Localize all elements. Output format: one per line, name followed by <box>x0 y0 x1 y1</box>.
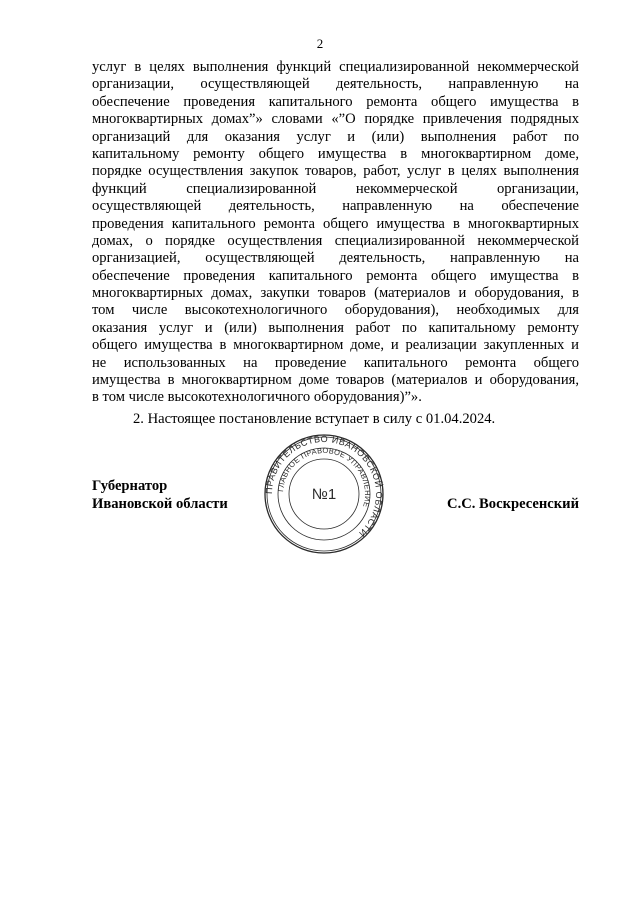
stamp-outer-text: ПРАВИТЕЛЬСТВО ИВАНОВСКОЙ ОБЛАСТИ <box>263 433 385 540</box>
paragraph-1-line: услуг в целях выполнения функций специализированной некоммерческой <box>92 59 579 75</box>
paragraph-1-line: обеспечение проведения капитального ремонта общего имущества в <box>92 267 579 284</box>
paragraph-1-line: домах, о порядке осуществления специализированной некоммерческой <box>92 232 579 249</box>
paragraph-1-line: организаций для оказания услуг и (или) выполнения работ по <box>92 128 579 145</box>
signatory-title-line2: Ивановской области <box>92 495 228 512</box>
paragraph-2: 2. Настоящее постановление вступает в силу с 01.04.2024. <box>133 411 496 427</box>
paragraph-1-line: проведения капитального ремонта общего имущества в многоквартирных <box>92 215 579 232</box>
stamp-center-number: №1 <box>311 486 337 503</box>
signatory-title <box>92 478 228 513</box>
paragraph-1-line: организации, осуществляющей деятельность, направленную на <box>92 76 579 93</box>
paragraph-1-line: порядке осуществления закупок товаров, работ, услуг в целях выполнения <box>92 163 579 180</box>
paragraph-1-line: том числе высокотехнологичного оборудования), необходимых для <box>92 302 579 319</box>
signatory-name: С.С. Воскресенский <box>447 496 579 512</box>
stamp-inner-text: ГЛАВНОЕ ПРАВОВОЕ УПРАВЛЕНИЕ <box>276 445 373 509</box>
paragraph-1-line: капитальному ремонту общего имущества в многоквартирном доме, <box>92 145 579 162</box>
paragraph-1-line: организацией, осуществляющей деятельность, направленную на <box>92 250 579 267</box>
paragraph-1-line: функций специализированной некоммерческой организации, <box>92 180 579 197</box>
page-number: 2 <box>316 36 324 51</box>
paragraph-1-line: оказания услуг и (или) выполнения работ по капитальному ремонту <box>92 319 579 336</box>
paragraph-1-line: многоквартирных домах”» словами «”О порядке привлечения подрядных <box>92 111 579 128</box>
signatory-title-line1: Губернатор <box>92 478 168 494</box>
official-seal-stamp <box>263 433 385 555</box>
paragraph-1-line: обеспечение проведения капитального ремонта общего имущества в <box>92 93 579 110</box>
paragraph-1-line: имущества в многоквартирном доме товаров (материалов и оборудования, <box>92 372 579 389</box>
paragraph-1-line: общего имущества в многоквартирном доме, и реализации закупленных и <box>92 337 579 354</box>
paragraph-1 <box>92 59 579 407</box>
paragraph-1-line: в том числе высокотехнологичного оборудования)”». <box>92 389 422 406</box>
paragraph-1-line: не использованных на проведение капитального ремонта общего <box>92 354 579 371</box>
paragraph-1-line: осуществляющей деятельность, направленную на обеспечение <box>92 198 579 215</box>
paragraph-1-line: многоквартирных домах, закупки товаров (материалов и оборудования, в <box>92 285 579 302</box>
